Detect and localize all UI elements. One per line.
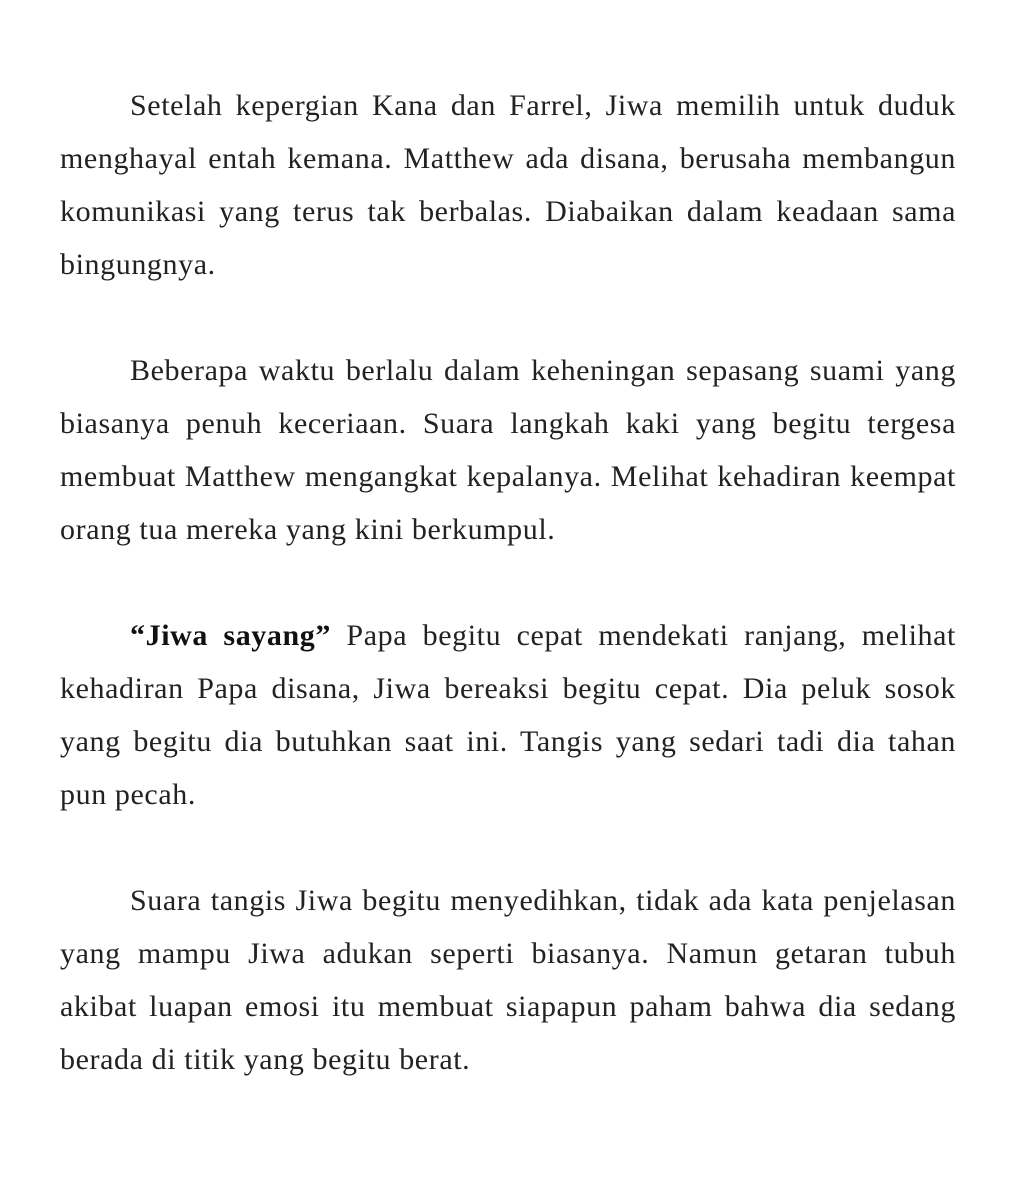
- paragraph-4: [60, 874, 956, 1086]
- paragraph-2: [60, 344, 956, 556]
- paragraph-4-text: Suara tangis Jiwa begitu menyedihkan, tidak ada kata penjelasan yang mampu Jiwa adukan seperti biasanya. Namun getaran tubuh akibat luapan emosi itu membuat siapapun paham bahwa dia sedang berada di titik yang begitu berat.: [60, 884, 956, 1076]
- paragraph-3-text: Papa begitu cepat mendekati ranjang, melihat kehadiran Papa disana, Jiwa bereaksi begitu cepat. Dia peluk sosok yang begitu dia butuhkan saat ini. Tangis yang sedari tadi dia tahan pun pecah.: [60, 619, 956, 811]
- document-page: [60, 79, 956, 1086]
- paragraph-2-text: Beberapa waktu berlalu dalam keheningan sepasang suami yang biasanya penuh keceriaan. Suara langkah kaki yang begitu tergesa membuat Matthew mengangkat kepalanya. Melihat kehadiran keempat orang tua mereka yang kini berkumpul.: [60, 354, 956, 546]
- paragraph-1: [60, 79, 956, 291]
- paragraph-1-text: Setelah kepergian Kana dan Farrel, Jiwa memilih untuk duduk menghayal entah kemana. Matthew ada disana, berusaha membangun komunikasi yang terus tak berbalas. Diabaikan dalam keadaan sama bingungnya.: [60, 89, 956, 281]
- dialogue-lead: “Jiwa sayang”: [130, 619, 331, 652]
- paragraph-3: [60, 609, 956, 821]
